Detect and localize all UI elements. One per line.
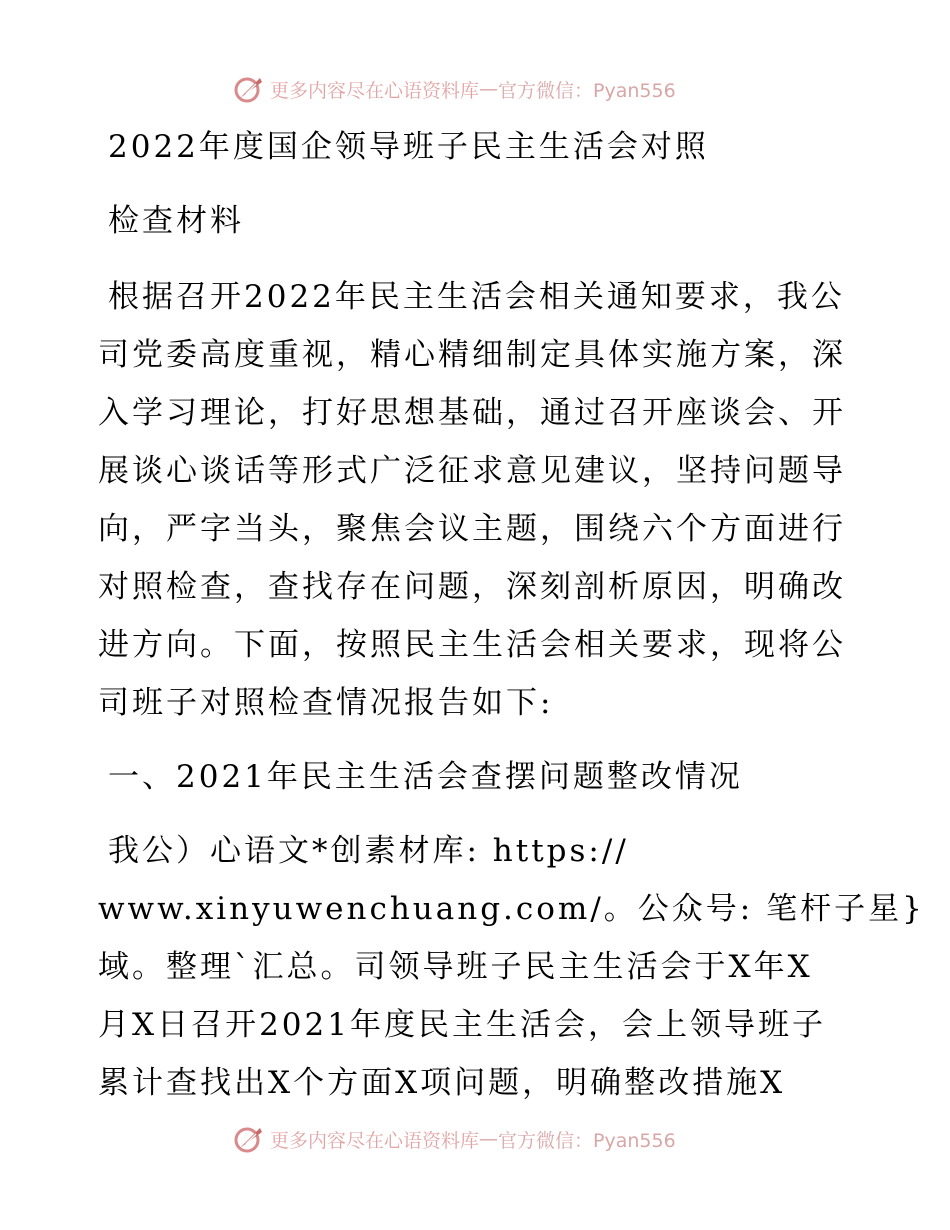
feather-pen-logo-icon xyxy=(232,1122,266,1156)
watermark-dash: — xyxy=(479,78,499,100)
feather-pen-logo-icon xyxy=(232,72,266,106)
watermark-text: 更多内容尽在心语资料库 xyxy=(270,1129,480,1152)
watermark-banner-bottom xyxy=(232,1122,676,1156)
paragraph-1-line: 向，严字当头，聚焦会议主题，围绕六个方面进行 xyxy=(98,511,846,547)
watermark-dash: — xyxy=(479,1128,499,1150)
paragraph-1-line: 进方向。下面，按照民主生活会相关要求，现将公 xyxy=(98,627,846,663)
paragraph-1-line: 司党委高度重视，精心精细制定具体实施方案，深 xyxy=(98,337,846,373)
paragraph-2-line: 域。整理`汇总。司领导班子民主生活会于X年X xyxy=(98,949,813,985)
watermark-banner-top xyxy=(232,72,676,106)
document-title-line-1: 2022年度国企领导班子民主生活会对照 xyxy=(108,129,709,165)
section-1-heading: 一、2021年民主生活会查摆问题整改情况 xyxy=(108,759,743,795)
paragraph-1-line: 司班子对照检查情况报告如下: xyxy=(98,685,554,721)
watermark-wechat: 官方微信：Pyan556 xyxy=(498,79,676,102)
paragraph-1-line: 根据召开2022年民主生活会相关通知要求，我公 xyxy=(108,279,845,315)
paragraph-2-line: 累计查找出X个方面X项问题，明确整改措施X xyxy=(98,1065,786,1101)
paragraph-2-line: www.xinyuwenchuang.com/。公众号: 笔杆子星} xyxy=(98,891,925,927)
document-title-line-2: 检查材料 xyxy=(108,203,244,239)
paragraph-1-line: 入学习理论，打好思想基础，通过召开座谈会、开 xyxy=(98,395,846,431)
paragraph-2-line: 月X日召开2021年度民主生活会，会上领导班子 xyxy=(98,1007,826,1043)
paragraph-2-line: 我公）心语文*创素材库: https:// xyxy=(108,833,629,869)
paragraph-1-line: 对照检查，查找存在问题，深刻剖析原因，明确改 xyxy=(98,569,846,605)
paragraph-1-line: 展谈心谈话等形式广泛征求意见建议，坚持问题导 xyxy=(98,453,846,489)
watermark-text: 更多内容尽在心语资料库 xyxy=(270,79,480,102)
watermark-wechat: 官方微信：Pyan556 xyxy=(498,1129,676,1152)
